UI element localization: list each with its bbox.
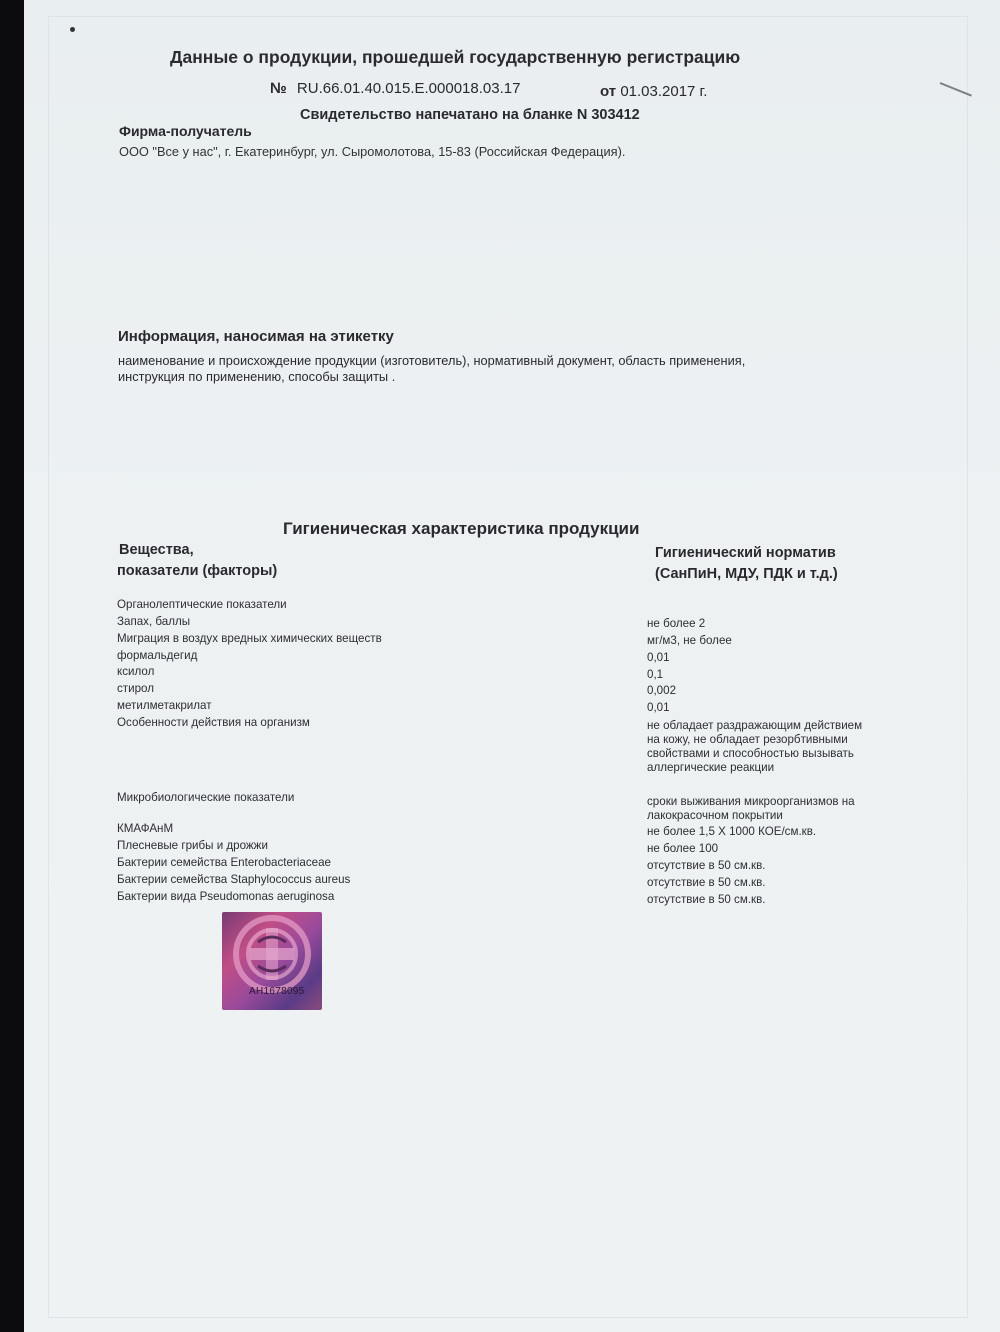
table-row-value: не обладает раздражающим действием на кожу, не обладает резорбтивными свойствами и способностью вызывать аллергические реакции (647, 719, 863, 774)
table-row-value: отсутствие в 50 см.кв. (647, 876, 766, 889)
table-row-value: не более 100 (647, 842, 719, 855)
date-value: 01.03.2017 г. (620, 83, 708, 100)
registration-number (270, 80, 520, 97)
table-row-value: не более 2 (647, 617, 706, 630)
hologram-serial: АН1678095 (249, 986, 305, 997)
document-sheet (24, 0, 1000, 1332)
table-row-value: мг/м3, не более (647, 634, 732, 647)
table-row-name: Бактерии семейства Enterobacteriaceae (117, 856, 331, 869)
table-row-name: Особенности действия на организм (117, 716, 310, 729)
scan-left-border (0, 0, 24, 1332)
label-info-text-1: наименование и происхождение продукции (изготовитель), нормативный документ, область применения, (118, 353, 746, 368)
table-row-value: отсутствие в 50 см.кв. (647, 859, 766, 872)
table-row-value: не более 1,5 Х 1000 КОЕ/см.кв. (647, 825, 817, 838)
table-row-name: метилметакрилат (117, 699, 212, 712)
table-row-value: сроки выживания микроорганизмов на лакокрасочном покрытии (647, 795, 855, 822)
document-title: Данные о продукции, прошедшей государственную регистрацию (170, 47, 741, 67)
table-row-name: Органолептические показатели (117, 598, 287, 611)
table-row-value: отсутствие в 50 см.кв. (647, 893, 766, 906)
table-row-name: Бактерии семейства Staphylococcus aureus (117, 873, 351, 886)
table-row-name: Запах, баллы (117, 615, 191, 628)
reg-no-label: № (270, 80, 287, 97)
column-header-norm-2: (СанПиН, МДУ, ПДК и т.д.) (655, 566, 838, 582)
hygiene-title: Гигиеническая характеристика продукции (283, 519, 640, 538)
sheet-edge (48, 16, 968, 1318)
column-header-substances-1: Вещества, (119, 542, 194, 558)
table-row-name: Миграция в воздух вредных химических веществ (117, 632, 382, 645)
table-row-value: 0,01 (647, 701, 670, 714)
hologram-sticker (222, 912, 322, 1010)
reg-no-value: RU.66.01.40.015.Е.000018.03.17 (296, 80, 521, 97)
table-row-name: формальдегид (117, 649, 198, 662)
table-row-name: стирол (117, 682, 154, 695)
table-row-value: 0,01 (647, 651, 670, 664)
table-row-name: КМАФАнМ (117, 822, 174, 835)
column-header-norm-1: Гигиенический норматив (655, 545, 836, 561)
table-row-value: 0,1 (647, 668, 664, 681)
firm-text: ООО "Все у нас", г. Екатеринбург, ул. Сыромолотова, 15-83 (Российская Федерация). (119, 144, 626, 159)
table-row-name: Бактерии вида Pseudomonas aeruginosa (117, 890, 335, 903)
label-info-heading: Информация, наносимая на этикетку (118, 328, 394, 345)
scan-dot (70, 27, 75, 32)
date-label: от (600, 83, 617, 100)
table-row-value: 0,002 (647, 684, 677, 697)
table-row-name: Микробиологические показатели (117, 791, 295, 804)
firm-heading: Фирма-получатель (119, 123, 252, 139)
label-info-text-2: инструкция по применению, способы защиты . (118, 369, 396, 384)
table-row-name: ксилол (117, 665, 155, 678)
registration-date (600, 83, 707, 100)
column-header-substances-2: показатели (факторы) (117, 563, 278, 579)
blank-number-line: Свидетельство напечатано на бланке N 303412 (300, 107, 640, 123)
table-row-name: Плесневые грибы и дрожжи (117, 839, 268, 852)
